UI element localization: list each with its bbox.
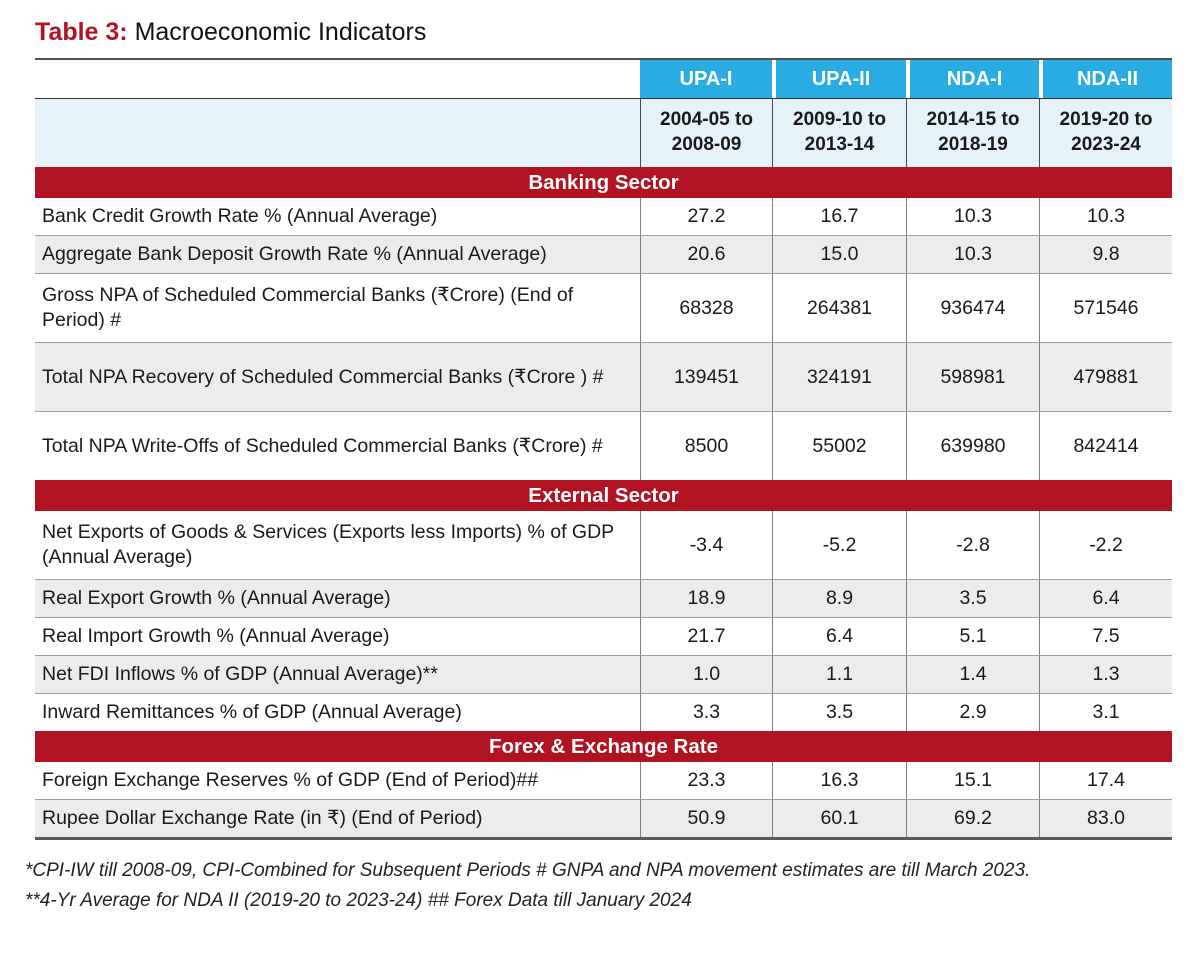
row-value: 6.4 xyxy=(1039,580,1172,617)
table-row xyxy=(35,617,1172,655)
table-row xyxy=(35,198,1172,235)
row-label: Aggregate Bank Deposit Growth Rate % (Annual Average) xyxy=(42,243,547,266)
forex-rows xyxy=(35,762,1172,837)
column-header-upa2: UPA-II xyxy=(772,60,906,98)
row-value: 2.9 xyxy=(906,694,1039,731)
row-value: 3.5 xyxy=(772,694,906,731)
table-row xyxy=(35,342,1172,411)
period-upa2: 2009-10 to 2013-14 xyxy=(772,99,906,167)
row-value: 27.2 xyxy=(640,198,772,235)
row-value: 10.3 xyxy=(906,198,1039,235)
row-label: Real Export Growth % (Annual Average) xyxy=(42,587,391,610)
row-value: 842414 xyxy=(1039,412,1172,480)
period-empty-cell xyxy=(35,99,640,167)
row-value: 10.3 xyxy=(906,236,1039,273)
table-row xyxy=(35,579,1172,617)
row-value: 3.3 xyxy=(640,694,772,731)
row-value: -2.2 xyxy=(1039,511,1172,579)
table-title-text: Macroeconomic Indicators xyxy=(127,18,427,46)
row-value: 17.4 xyxy=(1039,762,1172,799)
row-value: 69.2 xyxy=(906,800,1039,837)
footnote-line-2: **4-Yr Average for NDA II (2019-20 to 2023-24) ## Forex Data till January 2024 xyxy=(25,890,692,912)
row-value: -3.4 xyxy=(640,511,772,579)
table-row xyxy=(35,235,1172,273)
row-value: 479881 xyxy=(1039,343,1172,411)
period-header-row xyxy=(35,99,1172,167)
row-value: 23.3 xyxy=(640,762,772,799)
macro-indicators-table xyxy=(35,58,1172,840)
row-label: Bank Credit Growth Rate % (Annual Average) xyxy=(42,205,438,228)
section-band-banking: Banking Sector xyxy=(35,167,1172,198)
external-rows xyxy=(35,511,1172,731)
table-row xyxy=(35,655,1172,693)
row-label: Real Import Growth % (Annual Average) xyxy=(42,625,390,648)
footnotes xyxy=(25,856,1200,917)
row-value: 55002 xyxy=(772,412,906,480)
row-value: 9.8 xyxy=(1039,236,1172,273)
row-label: Inward Remittances % of GDP (Annual Average) xyxy=(42,701,462,724)
row-value: 264381 xyxy=(772,274,906,342)
row-value: 936474 xyxy=(906,274,1039,342)
row-value: -5.2 xyxy=(772,511,906,579)
row-label: Total NPA Write-Offs of Scheduled Commercial Banks (₹Crore) # xyxy=(42,434,603,457)
column-header-upa1: UPA-I xyxy=(640,60,772,98)
banking-rows xyxy=(35,198,1172,480)
table-row xyxy=(35,273,1172,342)
row-value: 598981 xyxy=(906,343,1039,411)
row-value: 16.3 xyxy=(772,762,906,799)
row-value: 7.5 xyxy=(1039,618,1172,655)
row-value: 324191 xyxy=(772,343,906,411)
period-nda2: 2019-20 to 2023-24 xyxy=(1039,99,1172,167)
row-value: 16.7 xyxy=(772,198,906,235)
row-value: 18.9 xyxy=(640,580,772,617)
row-value: 1.3 xyxy=(1039,656,1172,693)
row-value: 6.4 xyxy=(772,618,906,655)
row-value: 139451 xyxy=(640,343,772,411)
section-band-forex: Forex & Exchange Rate xyxy=(35,731,1172,762)
column-header-nda2: NDA-II xyxy=(1039,60,1172,98)
row-value: 10.3 xyxy=(1039,198,1172,235)
party-header-row xyxy=(35,60,1172,99)
table-row xyxy=(35,762,1172,799)
table-row xyxy=(35,411,1172,480)
table-title xyxy=(35,16,1200,48)
table-number: Table 3: xyxy=(35,18,128,46)
period-upa1: 2004-05 to 2008-09 xyxy=(640,99,772,167)
row-value: 3.5 xyxy=(906,580,1039,617)
row-label: Total NPA Recovery of Scheduled Commercial Banks (₹Crore ) # xyxy=(42,365,604,388)
corner-cell xyxy=(35,60,640,98)
row-value: 1.4 xyxy=(906,656,1039,693)
row-value: 5.1 xyxy=(906,618,1039,655)
row-value: 68328 xyxy=(640,274,772,342)
footnote-line-1: *CPI-IW till 2008-09, CPI-Combined for Subsequent Periods # GNPA and NPA movement estimates are till March 2023. xyxy=(25,860,1031,881)
row-label: Rupee Dollar Exchange Rate (in ₹) (End of Period) xyxy=(42,807,483,830)
table-row xyxy=(35,693,1172,731)
table-row xyxy=(35,511,1172,579)
row-value: 8500 xyxy=(640,412,772,480)
row-value: 21.7 xyxy=(640,618,772,655)
row-value: 8.9 xyxy=(772,580,906,617)
row-value: 60.1 xyxy=(772,800,906,837)
row-value: 15.0 xyxy=(772,236,906,273)
row-value: 1.1 xyxy=(772,656,906,693)
row-label: Gross NPA of Scheduled Commercial Banks (₹Crore) (End of Period) # xyxy=(42,284,574,331)
row-value: 83.0 xyxy=(1039,800,1172,837)
row-value: -2.8 xyxy=(906,511,1039,579)
row-value: 571546 xyxy=(1039,274,1172,342)
row-label: Foreign Exchange Reserves % of GDP (End of Period)## xyxy=(42,769,539,792)
row-label: Net Exports of Goods & Services (Exports less Imports) % of GDP (Annual Average) xyxy=(42,521,614,568)
row-label: Net FDI Inflows % of GDP (Annual Average)** xyxy=(42,663,438,686)
page xyxy=(0,16,1200,962)
row-value: 3.1 xyxy=(1039,694,1172,731)
column-header-nda1: NDA-I xyxy=(906,60,1039,98)
period-nda1: 2014-15 to 2018-19 xyxy=(906,99,1039,167)
section-band-external: External Sector xyxy=(35,480,1172,511)
row-value: 15.1 xyxy=(906,762,1039,799)
table-row xyxy=(35,799,1172,837)
row-value: 50.9 xyxy=(640,800,772,837)
row-value: 1.0 xyxy=(640,656,772,693)
row-value: 639980 xyxy=(906,412,1039,480)
row-value: 20.6 xyxy=(640,236,772,273)
